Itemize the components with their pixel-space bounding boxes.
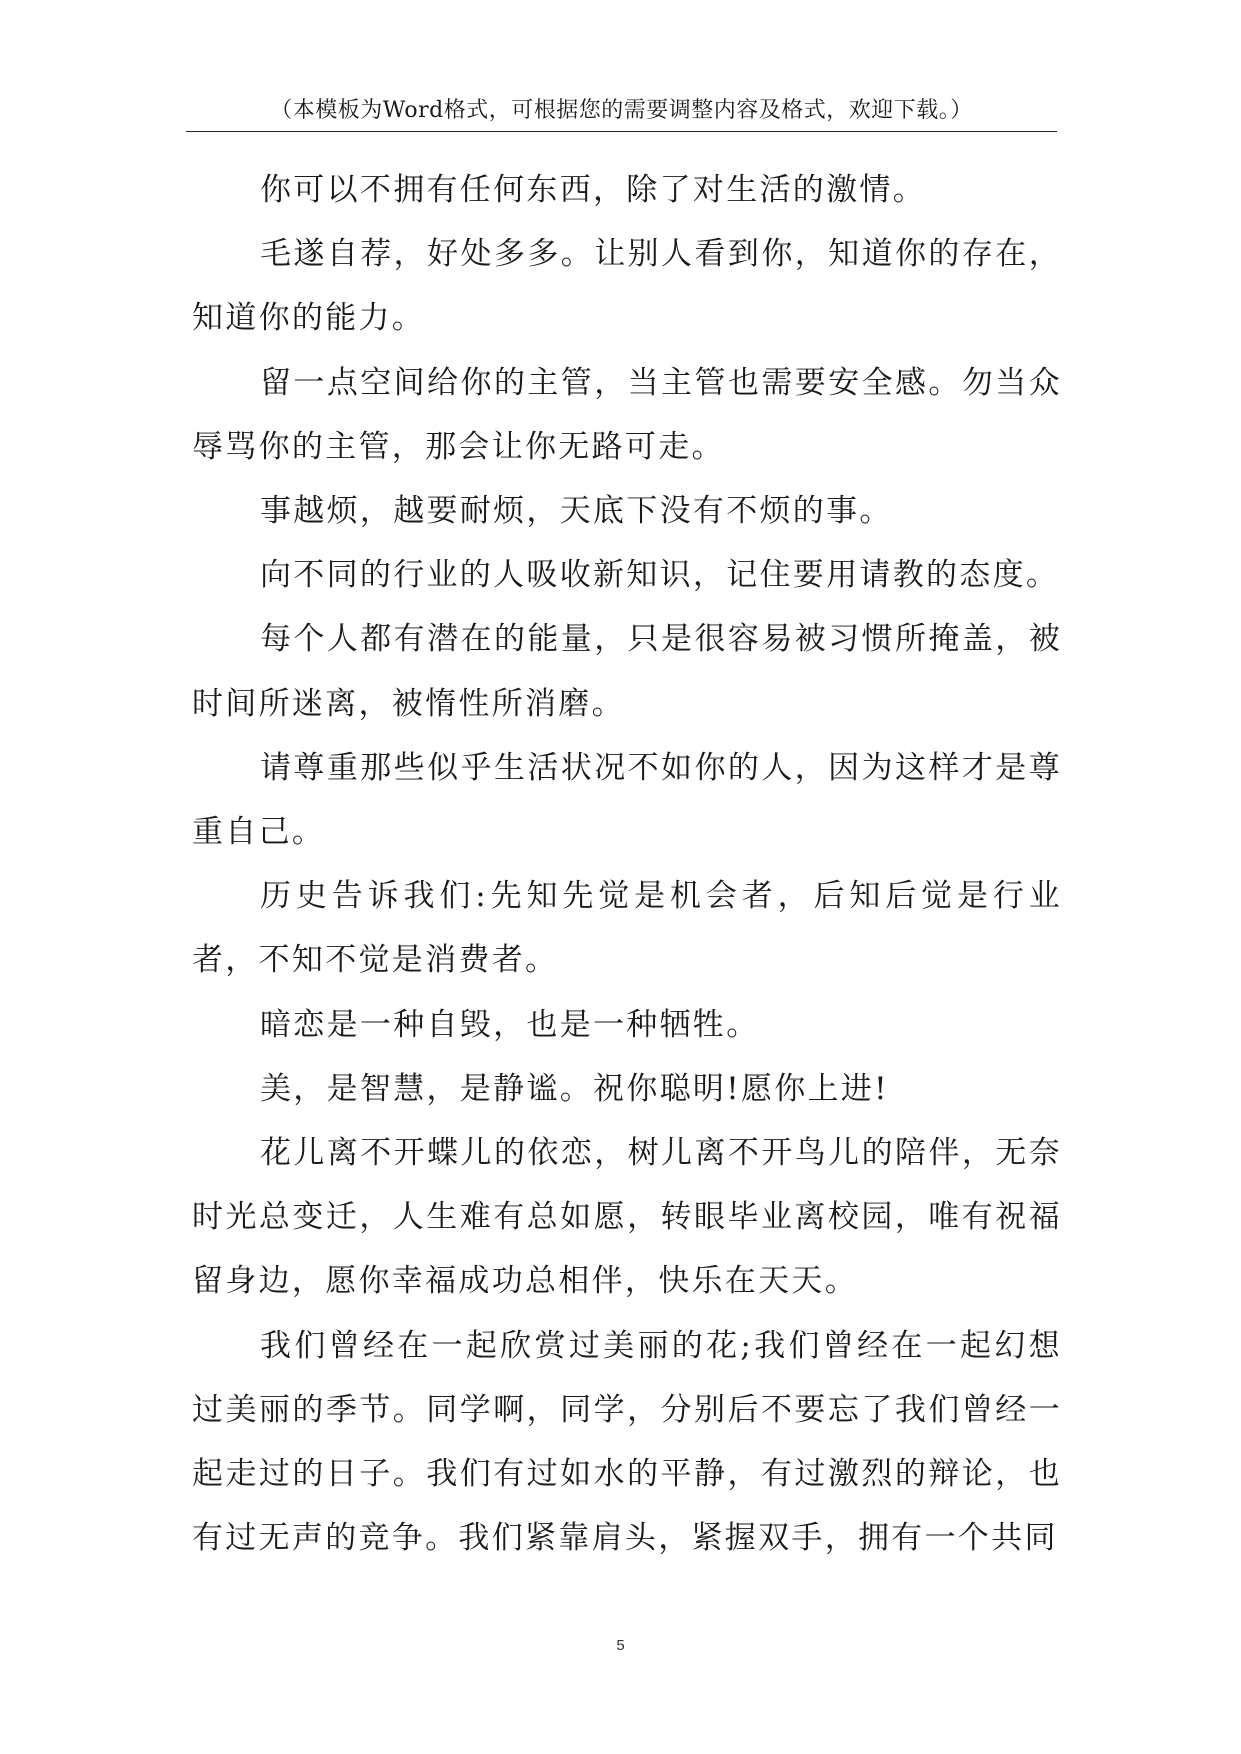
paragraph-6: 每个人都有潜在的能量，只是很容易被习惯所掩盖，被时间所迷离，被惰性所消磨。 <box>192 621 1062 722</box>
paragraph-8: 历史告诉我们:先知先觉是机会者，后知后觉是行业者，不知不觉是消费者。 <box>192 878 1062 979</box>
paragraph-4: 事越烦，越要耐烦，天底下没有不烦的事。 <box>260 493 893 530</box>
header-divider <box>186 131 1057 132</box>
paragraph-7: 请尊重那些似乎生活状况不如你的人，因为这样才是尊重自己。 <box>192 749 1062 851</box>
document-body <box>192 158 1062 1570</box>
paragraph-9: 暗恋是一种自毁，也是一种牺牲。 <box>260 1006 760 1043</box>
paragraph-11: 花儿离不开蝶儿的依恋，树儿离不开鸟儿的陪伴，无奈时光总变迁，人生难有总如愿，转眼毕业离校园，唯有祝福留身边，愿你幸福成功总相伴，快乐在天天。 <box>192 1135 1062 1300</box>
paragraph-5: 向不同的行业的人吸收新知识，记住要用请教的态度。 <box>260 557 1060 594</box>
paragraph-3: 留一点空间给你的主管，当主管也需要安全感。勿当众辱骂你的主管，那会让你无路可走。 <box>192 364 1062 465</box>
paragraph-2: 毛遂自荐，好处多多。让别人看到你，知道你的存在，知道你的能力。 <box>192 236 1062 337</box>
page-number: 5 <box>616 1637 625 1654</box>
header-note: （本模板为Word格式，可根据您的需要调整内容及格式，欢迎下载。） <box>270 98 973 123</box>
paragraph-12: 我们曾经在一起欣赏过美丽的花;我们曾经在一起幻想过美丽的季节。同学啊，同学，分别后不要忘了我们曾经一起走过的日子。我们有过如水的平静，有过激烈的辩论，也有过无声的竞争。我们紧靠肩头，紧握双手，拥有一个共同 <box>192 1327 1062 1557</box>
paragraph-1: 你可以不拥有任何东西，除了对生活的激情。 <box>260 172 926 208</box>
paragraph-10: 美，是智慧，是静谧。祝你聪明!愿你上进! <box>260 1070 889 1107</box>
